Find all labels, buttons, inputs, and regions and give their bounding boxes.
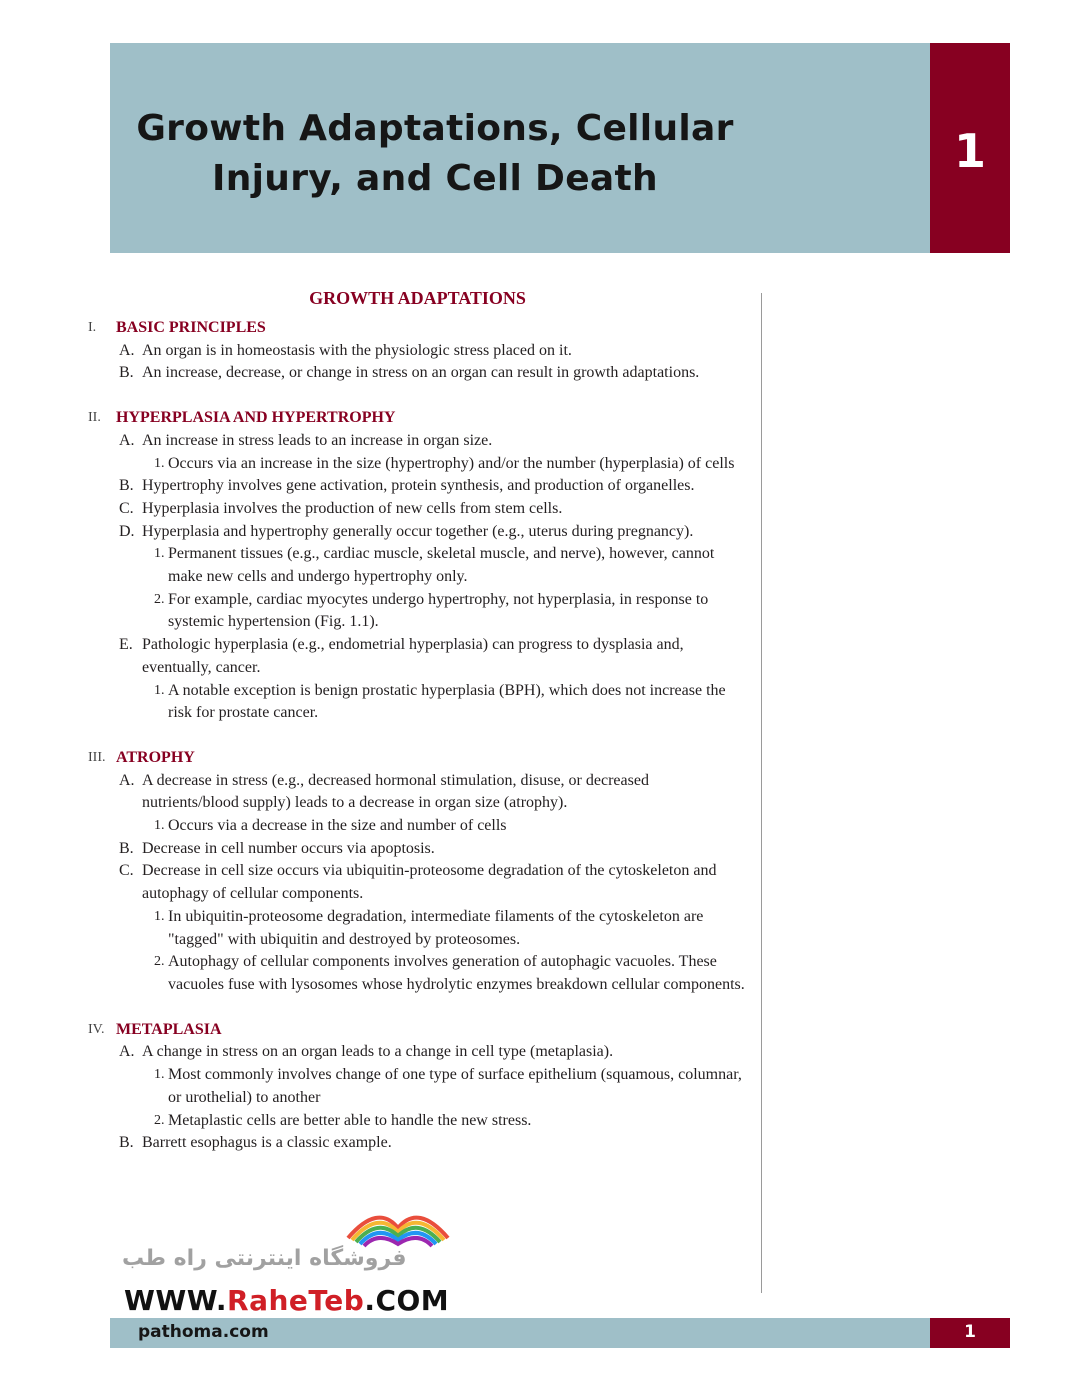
outline-item: [116, 362, 748, 385]
item-text: Pathologic hyperplasia (e.g., endometrial hyperplasia) can progress to dysplasia and, eventually, cancer.: [142, 636, 684, 676]
item-text: A decrease in stress (e.g., decreased hormonal stimulation, disuse, or decreased nutrients/blood supply) leads to a decrease in organ size (atrophy).: [142, 771, 649, 812]
outline-item: [116, 1132, 748, 1155]
item-marker: C.: [119, 862, 134, 880]
section-numeral: II.: [88, 410, 101, 426]
outline-subitem: [116, 1064, 748, 1109]
outline-item: [116, 521, 748, 544]
item-marker: B.: [119, 364, 134, 382]
section-heading: GROWTH ADAPTATIONS: [309, 288, 526, 308]
item-text: An organ is in homeostasis with the physiologic stress placed on it.: [142, 341, 572, 359]
item-marker: B.: [119, 477, 134, 495]
subitem-text: Most commonly involves change of one type of surface epithelium (squamous, columnar, or urothelial) to another: [168, 1066, 742, 1106]
item-marker: A.: [119, 341, 135, 359]
item-text: Hypertrophy involves gene activation, protein synthesis, and production of organelles.: [142, 477, 695, 495]
chapter-title-line-1: Growth Adaptations, Cellular: [136, 108, 734, 149]
subitem-text: A notable exception is benign prostatic hyperplasia (BPH), which does not increase the risk for prostate cancer.: [168, 681, 726, 722]
outline-subitem: [116, 543, 748, 588]
section-title: HYPERPLASIA AND HYPERTROPHY: [116, 409, 396, 427]
section-title: BASIC PRINCIPLES: [116, 319, 266, 336]
outline-item: [116, 430, 748, 453]
subitem-text: For example, cardiac myocytes undergo hypertrophy, not hyperplasia, in response to systemic hypertension (Fig. 1.1).: [168, 590, 709, 631]
chapter-title: [120, 104, 750, 204]
section-numeral: III.: [88, 749, 106, 765]
outline-item: [116, 340, 748, 363]
watermark-url-suffix: .COM: [364, 1284, 450, 1317]
outline-section: [88, 1019, 748, 1155]
item-text: Hyperplasia and hypertrophy generally occur together (e.g., uterus during pregnancy).: [142, 522, 694, 540]
item-text: Decrease in cell number occurs via apoptosis.: [142, 839, 435, 857]
watermark-url-prefix: WWW.: [124, 1284, 228, 1317]
subitem-marker: 1.: [154, 818, 165, 834]
outline-subitem: [116, 680, 748, 725]
outline-section: [88, 407, 748, 725]
subitem-marker: 1.: [154, 908, 165, 924]
item-text: Barrett esophagus is a classic example.: [142, 1134, 392, 1152]
watermark: [118, 1198, 458, 1318]
outline-subitem: [116, 453, 748, 476]
chapter-number: 1: [953, 124, 986, 178]
footer-band: [110, 1318, 930, 1348]
item-text: Decrease in cell size occurs via ubiquitin-proteosome degradation of the cytoskeleton and autophagy of cellular components.: [142, 862, 717, 903]
item-marker: A.: [119, 771, 135, 789]
watermark-persian-text: فروشگاه اینترنتی راه طب: [122, 1246, 407, 1271]
outline-subitem: [116, 951, 748, 996]
item-text: Hyperplasia involves the production of new cells from stem cells.: [142, 499, 563, 517]
section-title: ATROPHY: [116, 748, 195, 766]
margin-divider: [761, 293, 762, 1293]
subitem-text: Permanent tissues (e.g., cardiac muscle, skeletal muscle, and nerve), however, cannot make new cells and undergo hypertrophy only.: [168, 545, 715, 586]
item-marker: C.: [119, 499, 134, 517]
subitem-marker: 1.: [154, 546, 165, 562]
watermark-url-brand: RaheTeb: [227, 1284, 365, 1317]
subitem-marker: 2.: [154, 954, 165, 970]
subitem-marker: 2.: [154, 591, 165, 607]
chapter-number-box: [930, 43, 1010, 253]
subitem-marker: 1.: [154, 682, 165, 698]
subitem-text: In ubiquitin-proteosome degradation, intermediate filaments of the cytoskeleton are "tagged" with ubiquitin and destroyed by proteosomes.: [168, 907, 704, 948]
item-text: An increase in stress leads to an increase in organ size.: [142, 431, 493, 449]
subitem-text: Occurs via an increase in the size (hypertrophy) and/or the number (hyperplasia) of cells: [168, 454, 735, 472]
footer-page-box: [930, 1318, 1010, 1348]
outline-subitem: [116, 815, 748, 838]
outline-subitem: [116, 589, 748, 634]
item-marker: D.: [119, 522, 135, 540]
watermark-url: [124, 1284, 449, 1317]
footer-site-link[interactable]: pathoma.com: [138, 1322, 269, 1342]
subitem-text: Autophagy of cellular components involves generation of autophagic vacuoles. These vacuoles fuse with lysosomes whose hydrolytic enzymes breakdown cellular components.: [168, 953, 745, 993]
outline-subitem: [116, 906, 748, 951]
section-numeral: I.: [88, 320, 97, 335]
page-number: 1: [964, 1322, 976, 1342]
subitem-marker: 2.: [154, 1112, 165, 1128]
outline-item: [116, 838, 748, 861]
outline-subitem: [116, 1110, 748, 1133]
outline-item: [116, 634, 748, 679]
subitem-marker: 1.: [154, 1067, 165, 1083]
outline-item: [116, 1041, 748, 1064]
outline-item: [116, 498, 748, 521]
book-logo-icon: [338, 1198, 458, 1248]
item-marker: E.: [119, 636, 133, 654]
item-marker: B.: [119, 839, 134, 857]
item-text: A change in stress on an organ leads to a change in cell type (metaplasia).: [142, 1043, 614, 1061]
subitem-text: Occurs via a decrease in the size and number of cells: [168, 817, 507, 835]
chapter-title-line-2: Injury, and Cell Death: [212, 158, 658, 199]
outline-item: [116, 860, 748, 905]
outline-content: [88, 317, 748, 1155]
subitem-text: Metaplastic cells are better able to handle the new stress.: [168, 1111, 532, 1129]
item-marker: A.: [119, 1043, 135, 1061]
item-marker: B.: [119, 1134, 134, 1152]
outline-section: [88, 317, 748, 385]
outline-section: [88, 747, 748, 997]
outline-item: [116, 475, 748, 498]
item-text: An increase, decrease, or change in stress on an organ can result in growth adaptations.: [142, 364, 700, 382]
subitem-marker: 1.: [154, 455, 165, 471]
section-numeral: IV.: [88, 1021, 105, 1037]
outline-item: [116, 770, 748, 815]
item-marker: A.: [119, 431, 135, 449]
section-title: METAPLASIA: [116, 1020, 222, 1038]
